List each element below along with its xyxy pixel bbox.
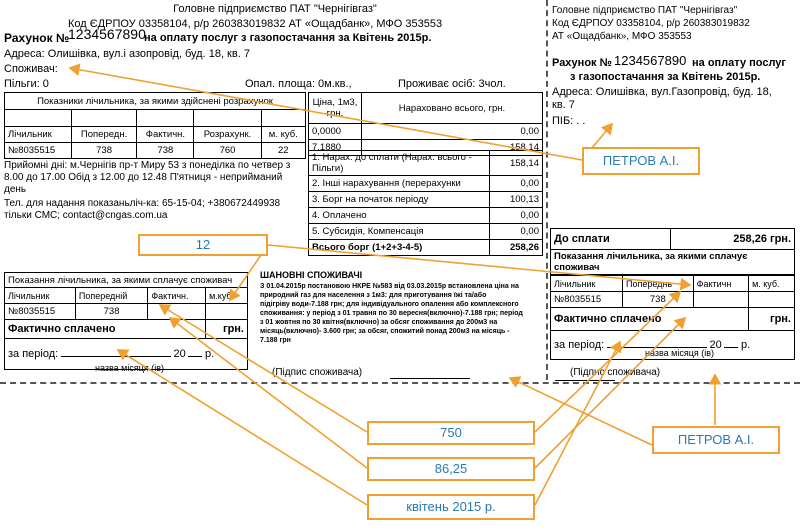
coupon-signature: (Підпис споживача) <box>272 367 363 378</box>
coupon-period-label: за період: <box>8 348 59 360</box>
summary-value: 0,00 <box>490 208 543 224</box>
left-meters-header: Показники лічильника, за якими здійснені розрахунок <box>5 93 306 110</box>
right-payment-table <box>550 228 795 275</box>
left-invoice-label: Рахунок № <box>4 31 70 45</box>
notice-line: підігріву води-7.188 грн; для індивідуального опалення або комплексного <box>260 301 519 308</box>
table-cell: 158,14 <box>362 140 543 156</box>
notice-line: З 01.04.2015р постановою НКРЕ №583 від 03.03.2015р встановлена ціна на <box>260 283 519 290</box>
notice-line: 7.188 грн <box>260 337 291 344</box>
to-pay-value: 258,26 грн. <box>671 229 795 250</box>
summary-value: 0,00 <box>490 224 543 240</box>
callout-750: 750 <box>367 421 535 445</box>
right-invoice-title-2: з газопостачання за Квітень 2015р. <box>570 71 761 83</box>
table-header: Попередн. <box>71 127 137 143</box>
right-org-bank: АТ «Ощадбанк», МФО 353553 <box>552 31 692 42</box>
right-signature: (Підпис споживача) <box>570 367 661 378</box>
right-invoice-number: 1234567890 <box>614 53 687 68</box>
summary-table <box>308 150 543 256</box>
callout-12: 12 <box>138 234 268 256</box>
notice-body <box>260 282 523 345</box>
summary-label: 5. Субсидія, Компенсація <box>309 224 490 240</box>
right-address-apt: кв. 7 <box>552 99 575 111</box>
total-value: 258,26 <box>490 240 543 256</box>
cut-line-horizontal <box>0 382 800 384</box>
summary-label: 4. Оплачено <box>309 208 490 224</box>
callout-name-top: ПЕТРОВ А.І. <box>582 147 700 175</box>
summary-value: 158,14 <box>490 151 543 176</box>
coupon-month-caption: назва місяця (ів) <box>95 363 165 373</box>
left-residents: Проживає осіб: 3чол. <box>398 78 506 90</box>
right-org-codes: Код ЄДРПОУ 03358104, р/р 260383019832 <box>552 18 750 29</box>
left-invoice-number: 1234567890 <box>68 26 146 42</box>
table-cell: 738 <box>71 143 137 159</box>
phone-info: Тел. для надання показаньліч-ка: 65-15-04; +380672449938 тільки СМС; contact@cngas.com.ua <box>4 198 281 221</box>
table-header: Лічильник <box>551 276 623 292</box>
left-org-codes: Код ЄДРПОУ 03358104, р/р 260383019832 АТ «Ощадбанк», МФО 353553 <box>68 18 443 30</box>
table-header: м. куб. <box>749 276 795 292</box>
notice-line: з 01 жовтня по 30 квітня(включно) за обсяг споживання до 200м3 на <box>260 319 498 326</box>
coupon-period-r: р. <box>205 348 215 360</box>
coupon-meters-header: Показання лічильника, за якими сплачує споживач <box>5 273 248 288</box>
left-meters-table <box>4 92 306 159</box>
to-pay-label: До сплати <box>551 229 671 250</box>
right-invoice-title-1: на оплату послуг <box>692 57 786 69</box>
right-period-year: 20 <box>709 339 722 351</box>
table-header: Лічильник <box>5 288 76 304</box>
price-header: Ціна, 1м3, грн. <box>309 93 362 124</box>
notice-line: споживання: у період з 01 травня по 30 вересня(включно)-7.188 грн; період <box>260 310 523 317</box>
table-cell: №8035515 <box>5 143 72 159</box>
left-address: Адреса: Олишівка, вул.і азопровід, буд. 18, кв. 7 <box>4 48 250 60</box>
table-header: Фактичн <box>693 276 748 292</box>
table-header: м. куб. <box>261 127 305 143</box>
right-invoice-label: Рахунок № <box>552 57 612 69</box>
left-consumer-label: Споживач: <box>4 63 58 75</box>
right-address: Адреса: Олишівка, вул.Газопровід, буд. 18, <box>552 86 772 98</box>
left-org-name: Головне підприємство ПАТ "Чернігівгаз" <box>173 3 377 15</box>
right-paid-label: Фактично сплачено <box>551 308 749 331</box>
right-period-label: за період: <box>554 339 605 351</box>
price-table <box>308 92 543 156</box>
coupon-paid-label: Фактично сплачено <box>5 320 206 339</box>
table-header: м.куб. <box>206 288 248 304</box>
table-header: Попереднь <box>623 276 694 292</box>
table-cell: 22 <box>261 143 305 159</box>
table-cell: №8035515 <box>5 304 76 320</box>
table-header: Лічильник <box>5 127 72 143</box>
table-cell: 738 <box>623 292 694 308</box>
summary-label: 3. Борг на початок періоду <box>309 192 490 208</box>
callout-8625: 86,25 <box>367 457 535 481</box>
notice-line: природний газ для населення з 1м3: для приготування їжі та/або <box>260 292 487 299</box>
notice-line: місяць(включно)- 3.600 грн; за обсяг, спожитий понад 200м3 на місяць - <box>260 328 510 335</box>
right-pib: ПІБ: . . <box>552 115 586 127</box>
total-label: Всього борг (1+2+3-4-5) <box>309 240 490 256</box>
accrued-header: Нараховано всього, грн. <box>362 93 543 124</box>
table-cell: 0,0000 <box>309 124 362 140</box>
summary-label: 2. Інші нарахування (перерахунки <box>309 176 490 192</box>
right-org-name: Головне підприємство ПАТ "Чернігівгаз" <box>552 5 738 16</box>
table-cell: 738 <box>75 304 147 320</box>
table-header: Фактичн. <box>148 288 206 304</box>
callout-name-bottom: ПЕТРОВ А.І. <box>652 426 780 454</box>
left-invoice-title: на оплату послуг з газопостачання за Квітень 2015р. <box>144 32 432 44</box>
left-heated-area: Опал. площа: 0м.кв., <box>245 78 352 90</box>
cut-line-vertical <box>546 0 548 380</box>
table-cell: №8035515 <box>551 292 623 308</box>
right-meters-header: Показання лічильника, за якими сплачує споживач <box>551 250 795 275</box>
coupon-meters-table <box>4 272 248 370</box>
right-month-caption: назва місяця (ів) <box>645 348 715 358</box>
right-paid-unit: грн. <box>749 308 795 331</box>
reception-info: Прийомні дні: м.Чернігів пр-т Миру 53 з понеділка по четвер з 8.00 до 17.00 Обід з 12.00 до 12.48 П'ятниця - неприйманий день <box>4 160 291 195</box>
right-period-r: р. <box>741 339 751 351</box>
table-header: Розрахунк. <box>194 127 261 143</box>
callout-month: квітень 2015 р. <box>367 494 535 520</box>
coupon-period-year: 20 <box>173 348 186 360</box>
table-cell: 7,1880 <box>309 140 362 156</box>
notice-title: ШАНОВНІ СПОЖИВАЧІ <box>260 270 363 280</box>
summary-value: 0,00 <box>490 176 543 192</box>
summary-label: 1. Нарах. до сплати (Нарах. всього - Пільги) <box>309 151 490 176</box>
left-benefits: Пільги: 0 <box>4 78 49 90</box>
table-cell: 738 <box>137 143 194 159</box>
summary-value: 100,13 <box>490 192 543 208</box>
table-cell: 760 <box>194 143 261 159</box>
coupon-paid-unit: грн. <box>206 320 248 339</box>
table-cell: 0,00 <box>362 124 543 140</box>
table-header: Фактичн. <box>137 127 194 143</box>
table-header: Попередній <box>75 288 147 304</box>
